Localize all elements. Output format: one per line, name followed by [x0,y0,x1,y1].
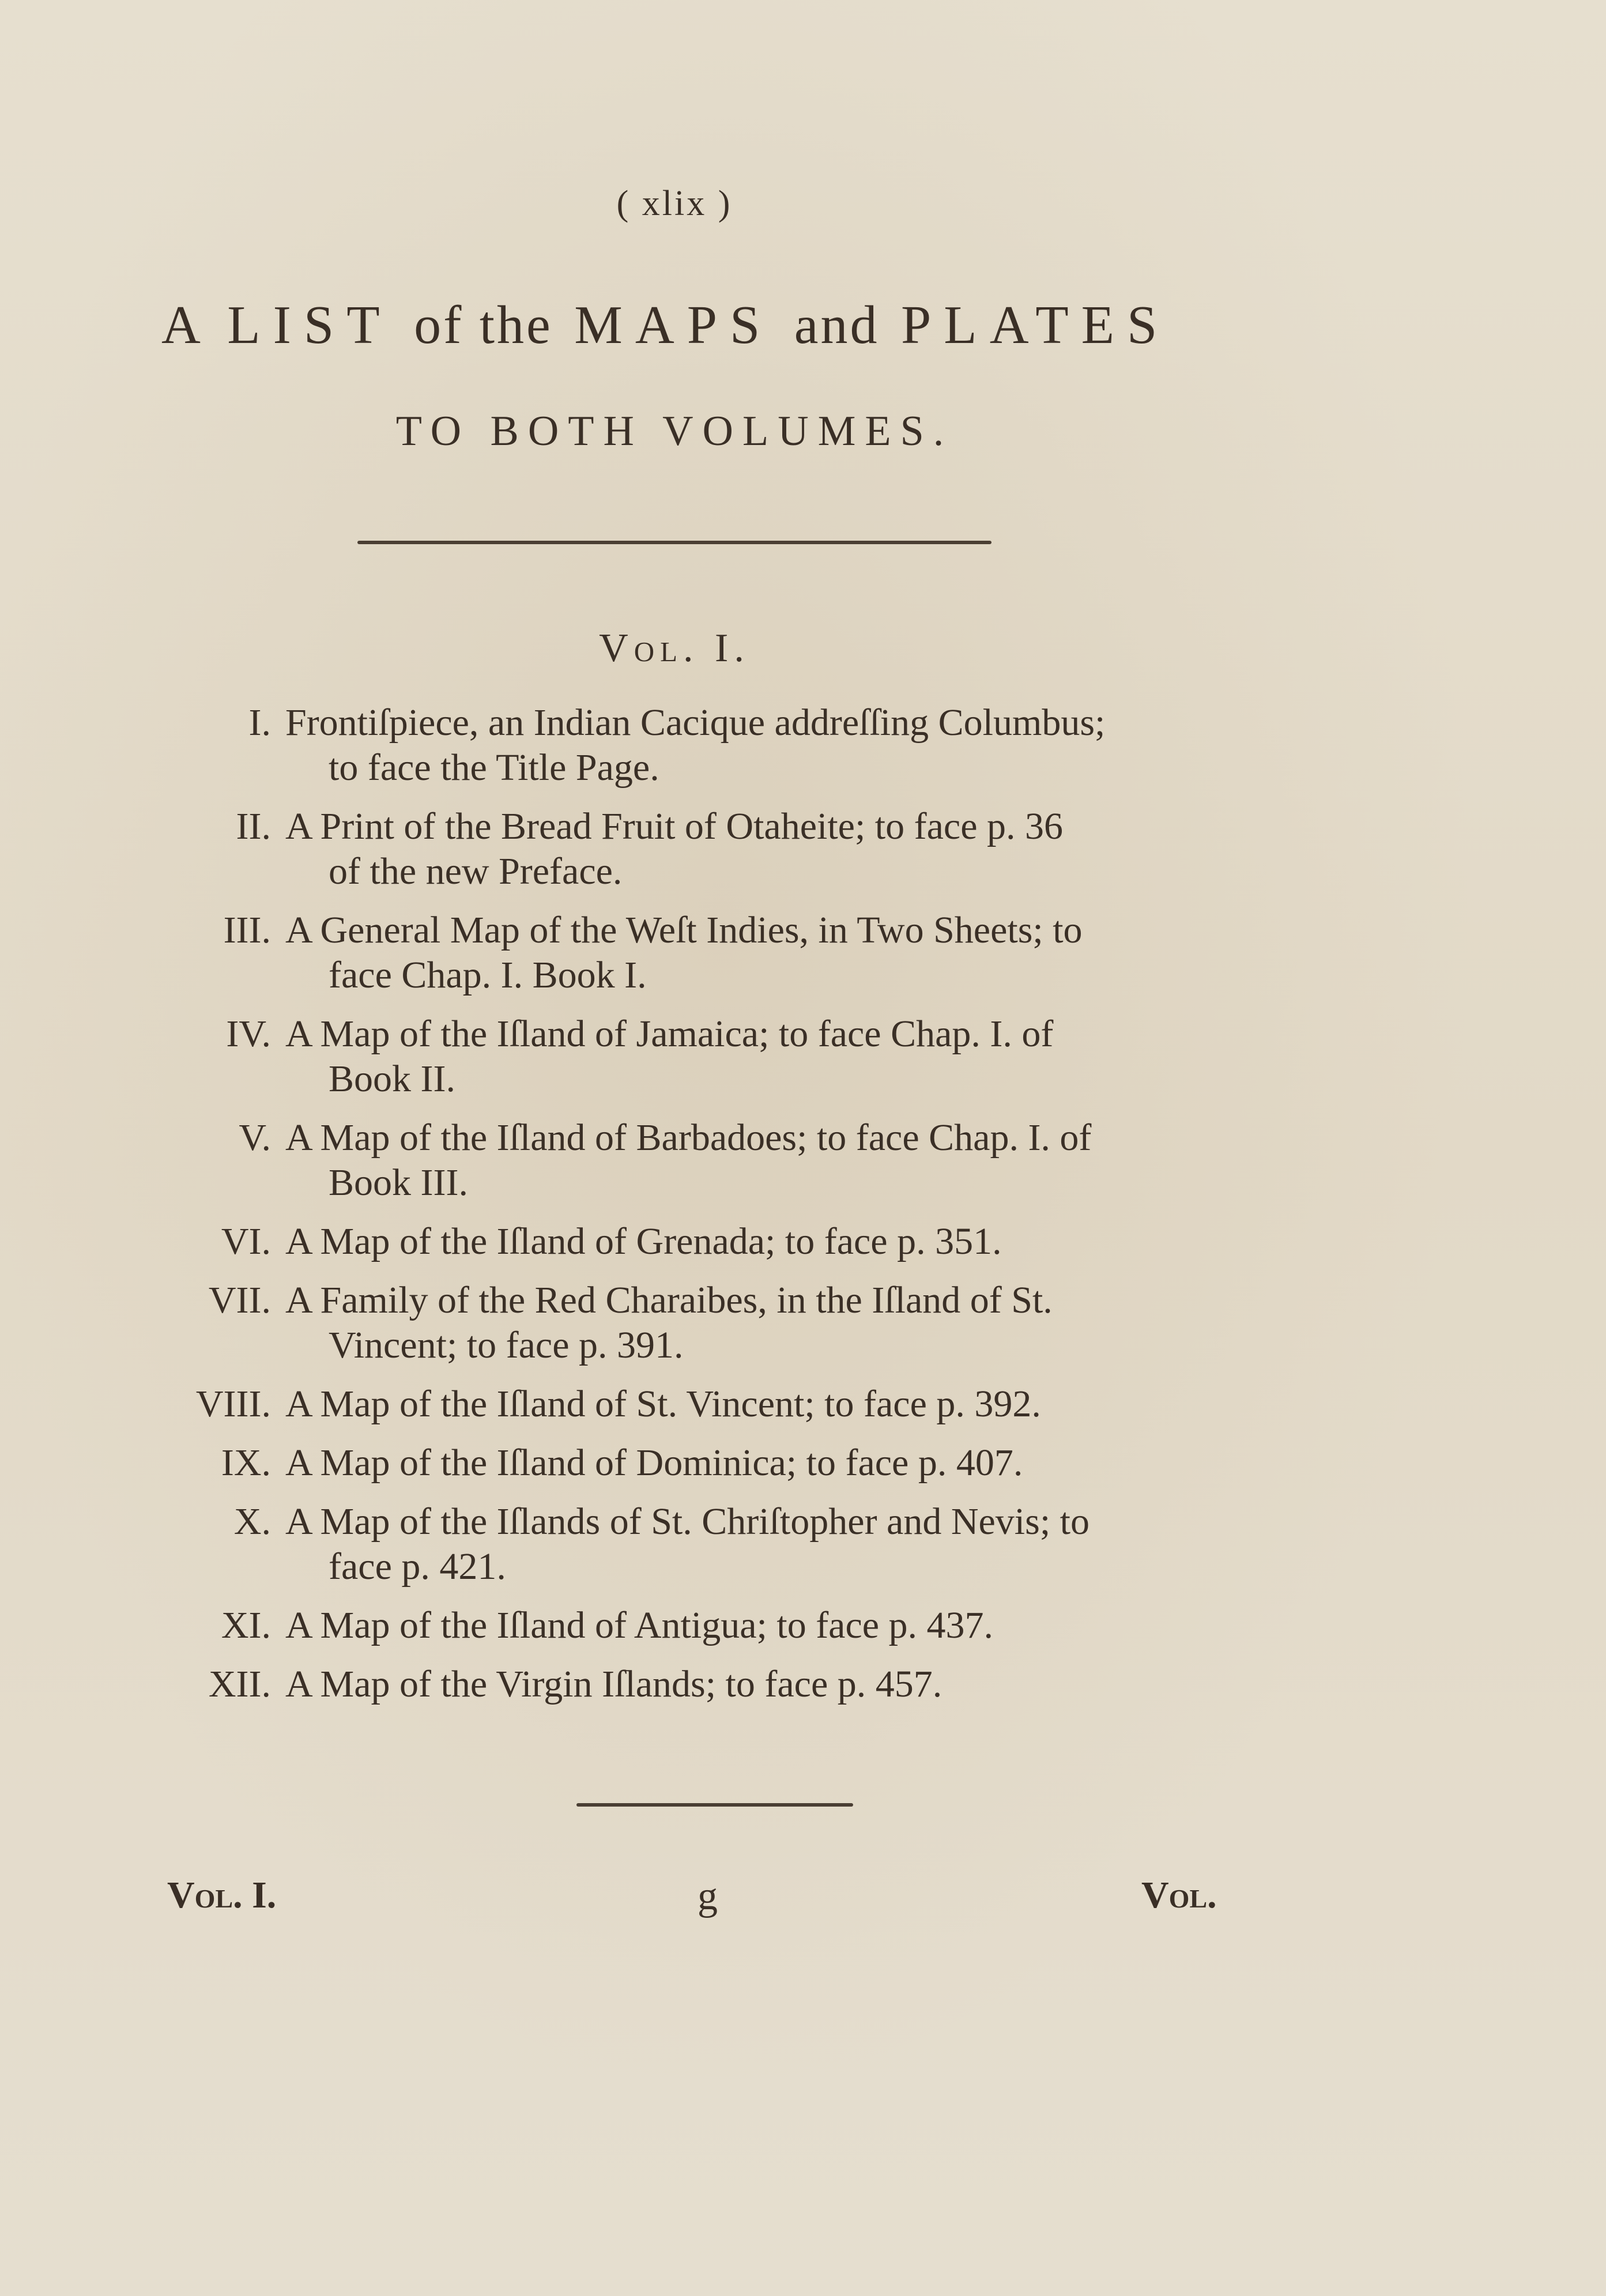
entry-number: XII. [208,1663,271,1705]
footer-signature-mark: g [698,1874,718,1918]
entry-line-2: face Chap. I. Book I. [329,954,647,996]
entry-line-2: Book II. [329,1058,455,1100]
title-word-a: A [161,295,206,355]
entry-number: I. [248,702,271,744]
entry-line-1: A General Map of the Weſt Indies, in Two Sheets; to [285,909,1083,951]
title-word-and: and [794,295,880,355]
volume-heading: Vol. I. [599,626,750,670]
entry-line-2: Vincent; to face p. 391. [329,1324,684,1366]
entry-number: IX. [221,1442,271,1484]
entry-line-1: A Map of the Iſland of Jamaica; to face Chap. I. of [285,1013,1054,1055]
entry-number: VII. [208,1279,271,1321]
entry-number: III. [223,909,271,951]
entry-line-1: A Map of the Iſland of Barbadoes; to face Chap. I. of [285,1117,1092,1159]
page-title [161,294,1170,356]
list-item [161,1012,1234,1102]
entry-line-1: A Map of the Iſlands of St. Chriſtopher and Nevis; to [285,1500,1089,1543]
page-number: ( xlix ) [616,184,733,223]
entry-number: VIII. [195,1383,271,1425]
entry-number: VI. [221,1220,271,1262]
list-item [161,1219,1234,1264]
entry-line-1: Frontiſpiece, an Indian Cacique addreſſing Columbus; [285,702,1106,744]
plates-list [161,700,1234,1721]
entry-line-1: A Map of the Virgin Iſlands; to face p. 457. [285,1663,943,1705]
list-item [161,1382,1234,1427]
entry-number: IV. [226,1013,271,1055]
page-subtitle: TO BOTH VOLUMES. [395,408,953,455]
entry-line-1: A Map of the Iſland of St. Vincent; to face p. 392. [285,1383,1041,1425]
list-item [161,1278,1234,1368]
entry-line-1: A Map of the Iſland of Dominica; to face p. 407. [285,1442,1023,1484]
list-item [161,1115,1234,1205]
entry-line-2: Book III. [329,1162,468,1204]
footer-catchword: Vol. [1141,1874,1217,1916]
list-item [161,1441,1234,1486]
entry-line-2: face p. 421. [329,1545,506,1588]
entry-line-1: A Family of the Red Charaibes, in the Iſland of St. [285,1279,1053,1321]
list-item [161,700,1234,790]
entry-line-1: A Print of the Bread Fruit of Otaheite; to face p. 36 [285,805,1064,847]
entry-line-1: A Map of the Iſland of Grenada; to face p. 351. [285,1220,1002,1262]
footer-volume-label: Vol. I. [167,1874,277,1916]
list-item [161,804,1234,894]
list-item [161,1662,1234,1707]
title-word-maps: MAPS [574,295,773,355]
entry-line-2: to face the Title Page. [329,747,659,789]
title-word-plates: PLATES [901,295,1170,355]
list-item [161,1603,1234,1648]
entry-number: X. [233,1500,271,1543]
entry-number: V. [239,1117,271,1159]
entry-number: II. [236,805,271,847]
divider-rule [357,541,992,544]
entry-number: XI. [221,1604,271,1646]
entry-line-1: A Map of the Iſland of Antigua; to face p. 437. [285,1604,994,1646]
title-word-of-the: of the [414,295,553,355]
list-item [161,1499,1234,1589]
list-item [161,908,1234,998]
entry-line-2: of the new Preface. [329,850,623,892]
title-word-list: LIST [227,295,393,355]
divider-rule-short [576,1803,853,1807]
